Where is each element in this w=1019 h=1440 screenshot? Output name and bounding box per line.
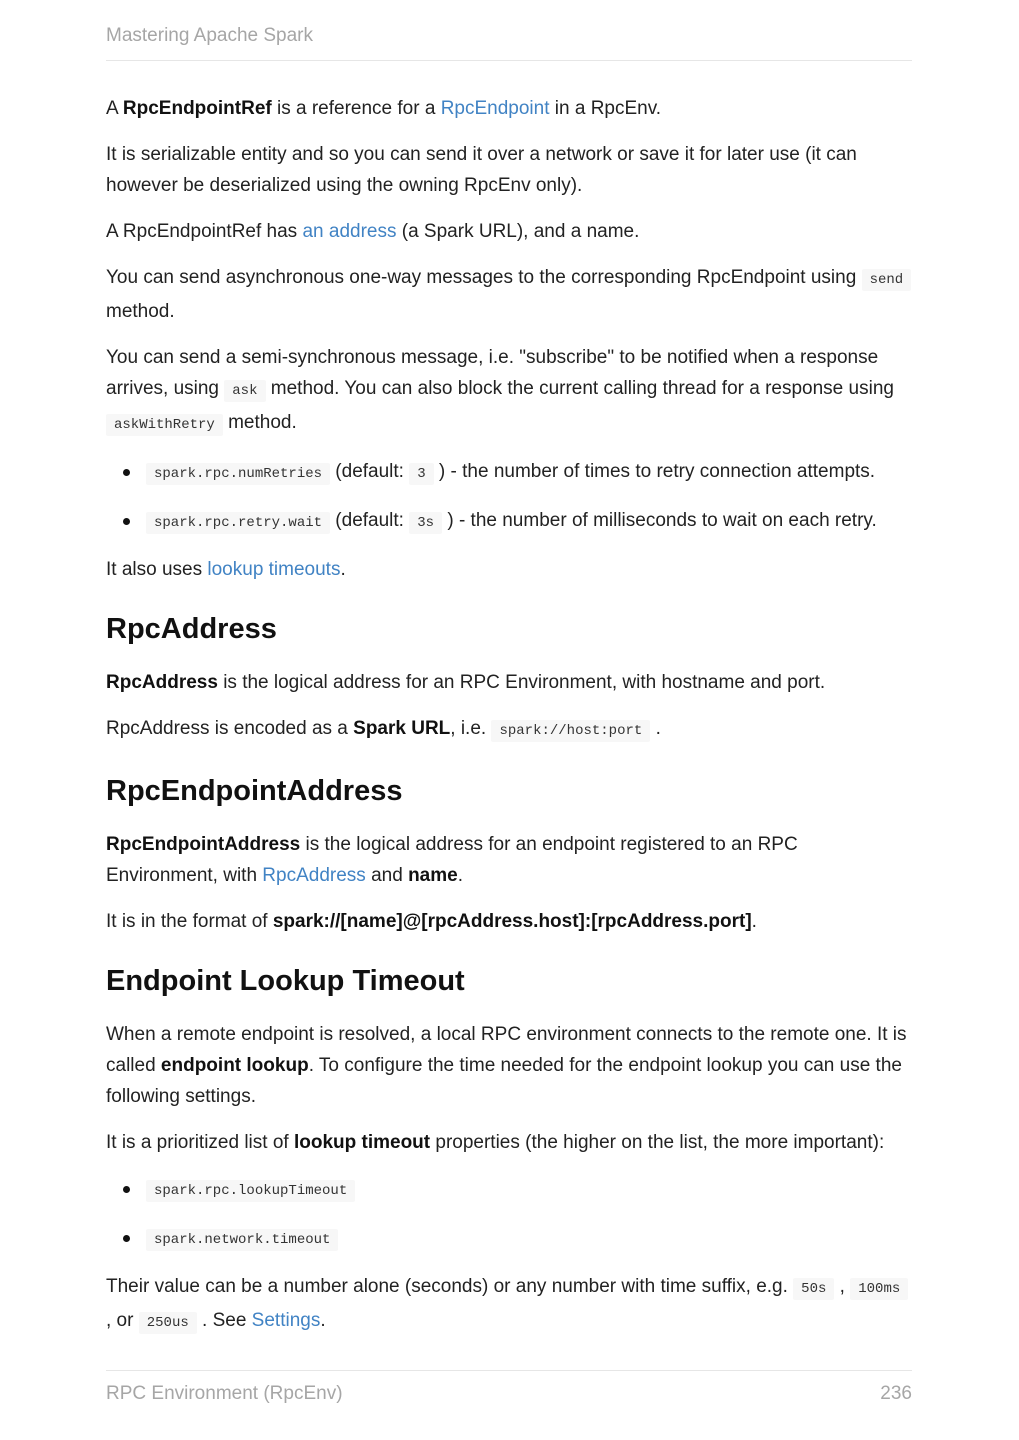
text: (a Spark URL), and a name. (396, 221, 640, 242)
intro-paragraph-4 (106, 262, 914, 327)
term-rpcaddress: RpcAddress (106, 672, 218, 693)
page-content (106, 93, 914, 1354)
text: (default: (330, 510, 410, 531)
rpcendpointaddress-paragraph-1 (106, 829, 914, 891)
text: ) - the number of milliseconds to wait on each retry. (442, 510, 877, 531)
text: , (834, 1276, 851, 1297)
intro-paragraph-3 (106, 216, 914, 247)
intro-paragraph-6 (106, 554, 914, 585)
heading-rpcaddress: RpcAddress (106, 613, 277, 645)
link-settings[interactable]: Settings (251, 1310, 321, 1331)
page-number: 236 (880, 1383, 912, 1404)
code-send: send (862, 269, 912, 291)
text: A (106, 98, 123, 119)
intro-paragraph-5 (106, 342, 914, 441)
code-100ms: 100ms (850, 1278, 908, 1300)
chapter-title: RPC Environment (RpcEnv) (106, 1383, 343, 1404)
code-askwithretry: askWithRetry (106, 414, 223, 436)
rpcaddress-paragraph-1 (106, 667, 914, 698)
property-code: spark.rpc.lookupTimeout (146, 1180, 355, 1202)
text: It is a prioritized list of (106, 1132, 294, 1153)
text: RpcAddress is encoded as a (106, 718, 354, 739)
text: . (457, 865, 463, 886)
text: (default: (330, 461, 410, 482)
term-endpoint-lookup: endpoint lookup (160, 1055, 309, 1076)
term-rpcendpointaddress: RpcEndpointAddress (106, 834, 301, 855)
code-50s: 50s (793, 1278, 834, 1300)
lookup-paragraph-1 (106, 1019, 914, 1112)
text: is a reference for a (271, 98, 441, 119)
code-ask: ask (224, 380, 265, 402)
text: , i.e. (450, 718, 492, 739)
text: . (320, 1310, 326, 1331)
text: You can send asynchronous one-way messages to the corresponding RpcEndpoint using (106, 267, 862, 288)
text: Their value can be a number alone (seconds) or any number with time suffix, e.g. (106, 1276, 794, 1297)
code-spark-url: spark://host:port (491, 720, 650, 742)
property-code: spark.network.timeout (146, 1229, 338, 1251)
intro-paragraph-2: It is serializable entity and so you can send it over a network or save it for later use (it can however be deserialized using the owning RpcEnv only). (106, 144, 857, 196)
rpcaddress-paragraph-2 (106, 713, 914, 747)
default-value: 3s (409, 512, 442, 534)
running-footer (106, 1370, 912, 1406)
text: . (340, 559, 346, 580)
text: . (650, 718, 661, 739)
list-item (146, 456, 914, 490)
text: is the logical address for an RPC Environment, with hostname and port. (217, 672, 826, 693)
term-rpcendpointref: RpcEndpointRef (122, 98, 272, 119)
text: method. (106, 301, 175, 322)
code-250us: 250us (139, 1312, 197, 1334)
text: You can send a semi-synchronous message, i.e. "subscribe" to be notified when a response arrives, using (106, 347, 879, 399)
link-rpcaddress[interactable]: RpcAddress (262, 865, 366, 886)
text: method. You can also block the current calling thread for a response using (265, 378, 894, 399)
text: , or (106, 1310, 139, 1331)
text: ) - the number of times to retry connection attempts. (433, 461, 876, 482)
retry-settings-list (106, 456, 914, 539)
list-item (146, 1222, 914, 1256)
rpcendpointaddress-paragraph-2 (106, 906, 914, 937)
lookup-paragraph-3 (106, 1271, 914, 1339)
term-spark-url: Spark URL (353, 718, 451, 739)
text: properties (the higher on the list, the more important): (430, 1132, 885, 1153)
setting-code: spark.rpc.retry.wait (146, 512, 330, 534)
text: in a RpcEnv. (549, 98, 662, 119)
text: A RpcEndpointRef has (106, 221, 303, 242)
address-format: spark://[name]@[rpcAddress.host]:[rpcAddress.port] (272, 911, 752, 932)
list-item (146, 1173, 914, 1207)
term-lookup-timeout: lookup timeout (293, 1132, 431, 1153)
heading-endpoint-lookup-timeout: Endpoint Lookup Timeout (106, 965, 465, 997)
intro-paragraph-1 (106, 93, 914, 124)
list-item (146, 505, 914, 539)
link-an-address[interactable]: an address (302, 221, 397, 242)
link-lookup-timeouts[interactable]: lookup timeouts (207, 559, 341, 580)
text: . To configure the time needed for the endpoint lookup you can use the following settings. (106, 1055, 902, 1107)
text: It is in the format of (106, 911, 273, 932)
term-name: name (408, 865, 458, 886)
default-value: 3 (409, 463, 433, 485)
text: . See (196, 1310, 252, 1331)
text: and (365, 865, 409, 886)
book-title: Mastering Apache Spark (106, 25, 314, 46)
text: is the logical address for an endpoint registered to an RPC Environment, with (106, 834, 798, 886)
text: It also uses (106, 559, 208, 580)
running-header (106, 24, 912, 61)
lookup-paragraph-2 (106, 1127, 914, 1158)
text: . (751, 911, 757, 932)
setting-code: spark.rpc.numRetries (146, 463, 330, 485)
text: method. (222, 412, 297, 433)
text: When a remote endpoint is resolved, a local RPC environment connects to the remote one. It is called (106, 1024, 907, 1076)
heading-rpcendpointaddress: RpcEndpointAddress (106, 775, 403, 807)
lookup-properties-list (106, 1173, 914, 1256)
link-rpcendpoint[interactable]: RpcEndpoint (440, 98, 550, 119)
